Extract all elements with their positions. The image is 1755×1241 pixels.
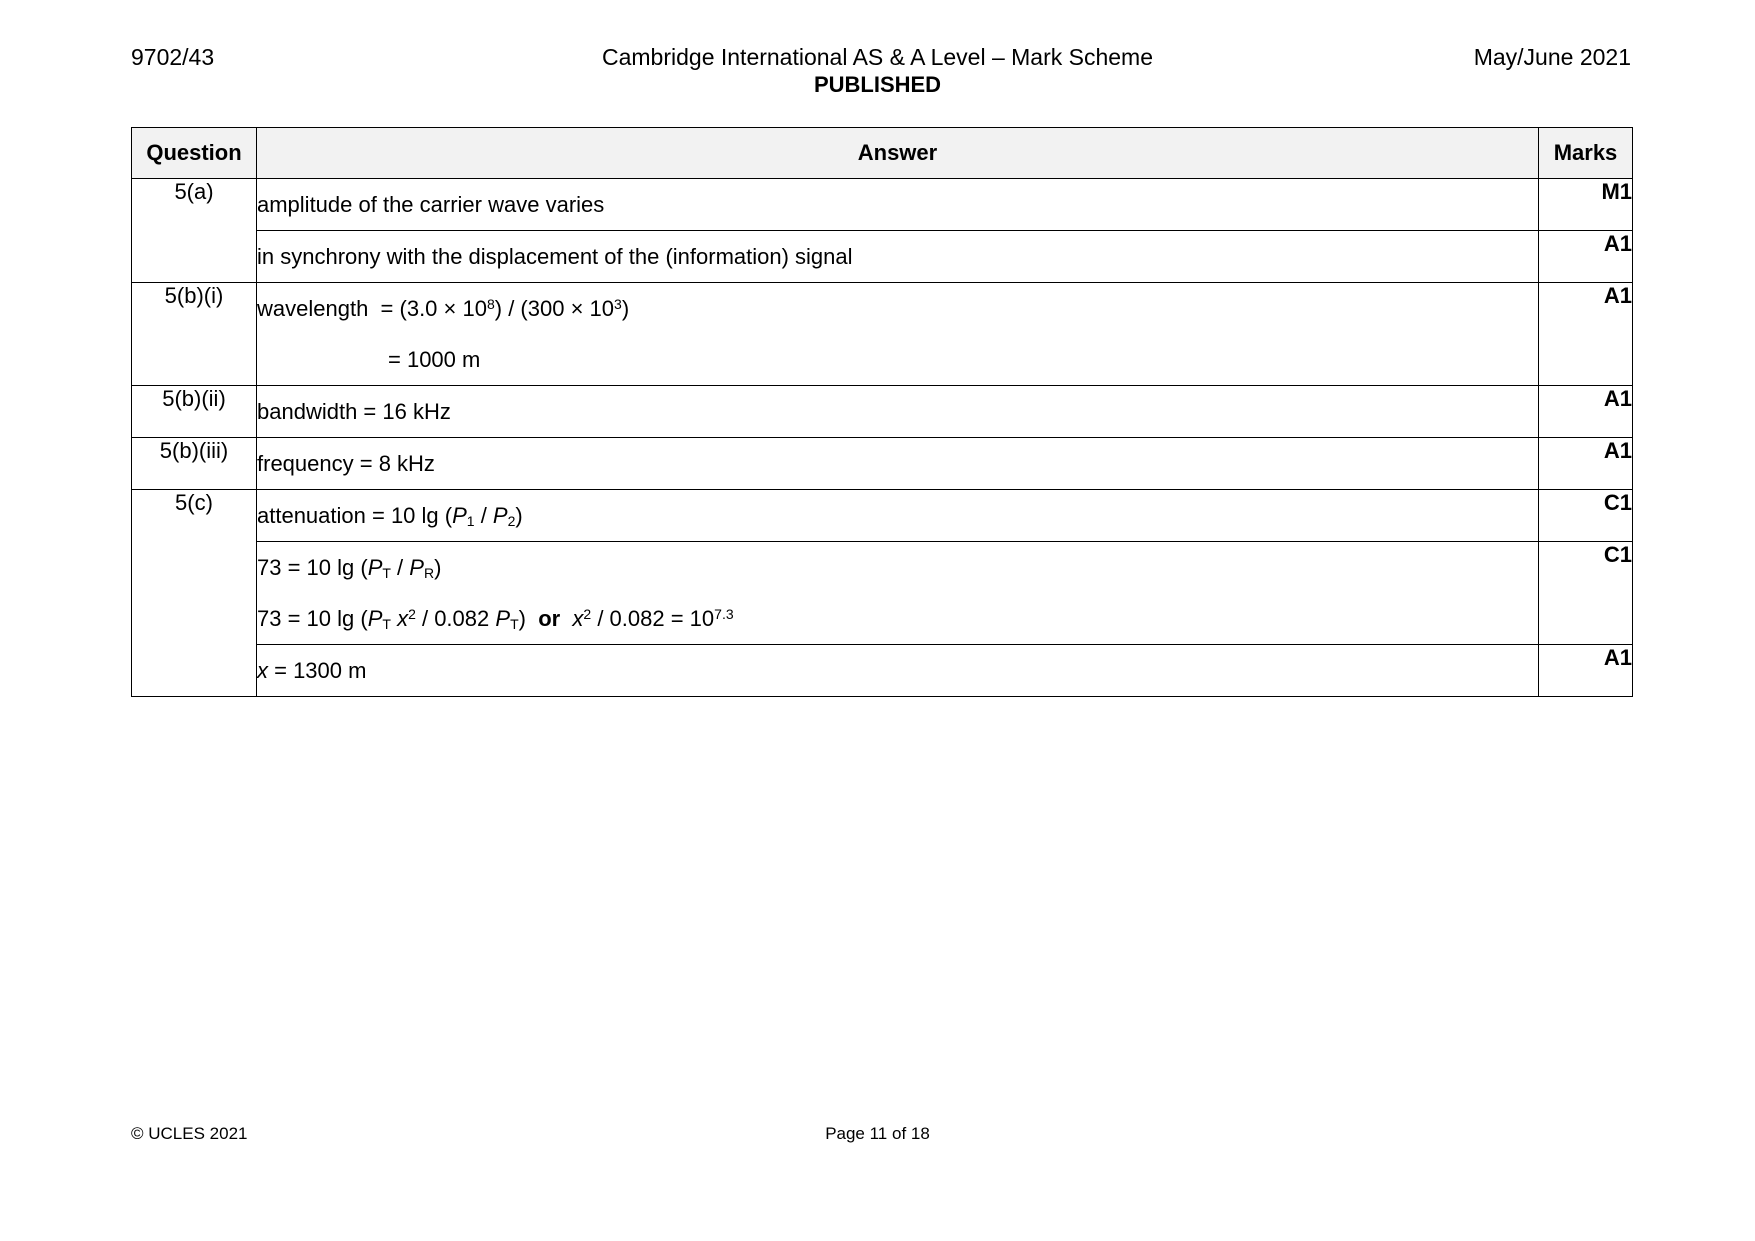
expr-part: ) bbox=[518, 606, 526, 631]
question-number: 5(c) bbox=[132, 490, 257, 697]
marks-cell: A1 bbox=[1539, 231, 1633, 283]
document-title: Cambridge International AS & A Level – Mark Scheme bbox=[601, 44, 1154, 70]
subscript: R bbox=[423, 565, 435, 581]
answer-line-wavelength bbox=[257, 283, 1538, 334]
exponent: 3 bbox=[614, 296, 622, 312]
column-header-answer: Answer bbox=[257, 128, 1539, 179]
answer-line-equation-2 bbox=[257, 593, 1538, 644]
answer-line: amplitude of the carrier wave varies bbox=[257, 192, 605, 217]
expr-part: 73 = 10 lg ( bbox=[257, 606, 368, 631]
marks-cell: A1 bbox=[1539, 438, 1633, 490]
expr-part: ) bbox=[621, 296, 630, 321]
exponent: 7.3 bbox=[714, 606, 734, 622]
expr-part: / 0.082 bbox=[415, 606, 496, 631]
power-symbol: P bbox=[452, 503, 467, 528]
mark-scheme-table bbox=[131, 127, 1633, 697]
table-row bbox=[132, 542, 1633, 645]
answer-line-result: = 1000 m bbox=[388, 347, 481, 372]
subscript: T bbox=[510, 616, 519, 632]
copyright-notice: © UCLES 2021 bbox=[131, 1124, 248, 1143]
power-symbol: P bbox=[367, 555, 383, 580]
column-header-question: Question bbox=[132, 128, 257, 179]
variable-x: x bbox=[397, 606, 409, 631]
answer-cell bbox=[257, 386, 1539, 438]
question-number: 5(a) bbox=[132, 179, 257, 283]
answer-cell bbox=[257, 231, 1539, 283]
answer-cell bbox=[257, 542, 1539, 645]
table-header-row bbox=[132, 128, 1633, 179]
question-number: 5(b)(ii) bbox=[132, 386, 257, 438]
answer-line-attenuation bbox=[257, 490, 1538, 541]
table-row bbox=[132, 490, 1633, 542]
or-connector: or bbox=[538, 606, 561, 631]
column-header-marks: Marks bbox=[1539, 128, 1633, 179]
table-row bbox=[132, 283, 1633, 386]
expr-part: ) bbox=[515, 503, 523, 528]
answer-line: frequency = 8 kHz bbox=[257, 451, 435, 476]
subscript: T bbox=[382, 616, 391, 632]
answer-line-equation-1 bbox=[257, 542, 1538, 593]
expr-part: = 1300 m bbox=[268, 658, 367, 683]
paper-code: 9702/43 bbox=[131, 44, 215, 70]
expr-part: / bbox=[390, 555, 410, 580]
exponent: 2 bbox=[408, 606, 416, 622]
table-row bbox=[132, 231, 1633, 283]
power-symbol: P bbox=[367, 606, 383, 631]
answer-cell bbox=[257, 283, 1539, 386]
subscript: 2 bbox=[507, 513, 516, 529]
expr-part: ) bbox=[434, 555, 442, 580]
table-row bbox=[132, 645, 1633, 697]
subscript: 1 bbox=[466, 513, 475, 529]
marks-cell: M1 bbox=[1539, 179, 1633, 231]
page-number: Page 11 of 18 bbox=[825, 1124, 930, 1143]
expr-part: ) / (300 × 10 bbox=[494, 296, 615, 321]
marks-cell: A1 bbox=[1539, 283, 1633, 386]
marks-cell: C1 bbox=[1539, 490, 1633, 542]
variable-x: x bbox=[257, 658, 268, 683]
expr-part: attenuation = 10 lg ( bbox=[257, 503, 453, 528]
table-row bbox=[132, 179, 1633, 231]
publication-status: PUBLISHED bbox=[813, 72, 942, 97]
answer-line: in synchrony with the displacement of the (information) signal bbox=[257, 244, 853, 269]
question-number: 5(b)(i) bbox=[132, 283, 257, 386]
wavelength-label: wavelength bbox=[257, 296, 369, 321]
marks-cell: A1 bbox=[1539, 645, 1633, 697]
marks-cell: C1 bbox=[1539, 542, 1633, 645]
table-row bbox=[132, 438, 1633, 490]
expr-part: / 0.082 = 10 bbox=[591, 606, 715, 631]
marks-cell: A1 bbox=[1539, 386, 1633, 438]
exponent: 8 bbox=[486, 296, 495, 312]
subscript: T bbox=[382, 565, 391, 581]
answer-cell bbox=[257, 490, 1539, 542]
table-row bbox=[132, 386, 1633, 438]
power-symbol: P bbox=[409, 555, 424, 580]
question-number: 5(b)(iii) bbox=[132, 438, 257, 490]
power-symbol: P bbox=[495, 606, 511, 631]
answer-cell bbox=[257, 645, 1539, 697]
answer-cell bbox=[257, 438, 1539, 490]
answer-line: bandwidth = 16 kHz bbox=[257, 399, 451, 424]
answer-line-final bbox=[257, 645, 1538, 696]
expr-part: 73 = 10 lg ( bbox=[257, 555, 368, 580]
expr-part: / bbox=[474, 503, 493, 528]
expr-part: = (3.0 × 10 bbox=[380, 296, 487, 321]
answer-cell bbox=[257, 179, 1539, 231]
exponent: 2 bbox=[583, 606, 592, 622]
exam-session: May/June 2021 bbox=[1473, 44, 1631, 70]
variable-x: x bbox=[572, 606, 584, 631]
power-symbol: P bbox=[492, 503, 508, 528]
